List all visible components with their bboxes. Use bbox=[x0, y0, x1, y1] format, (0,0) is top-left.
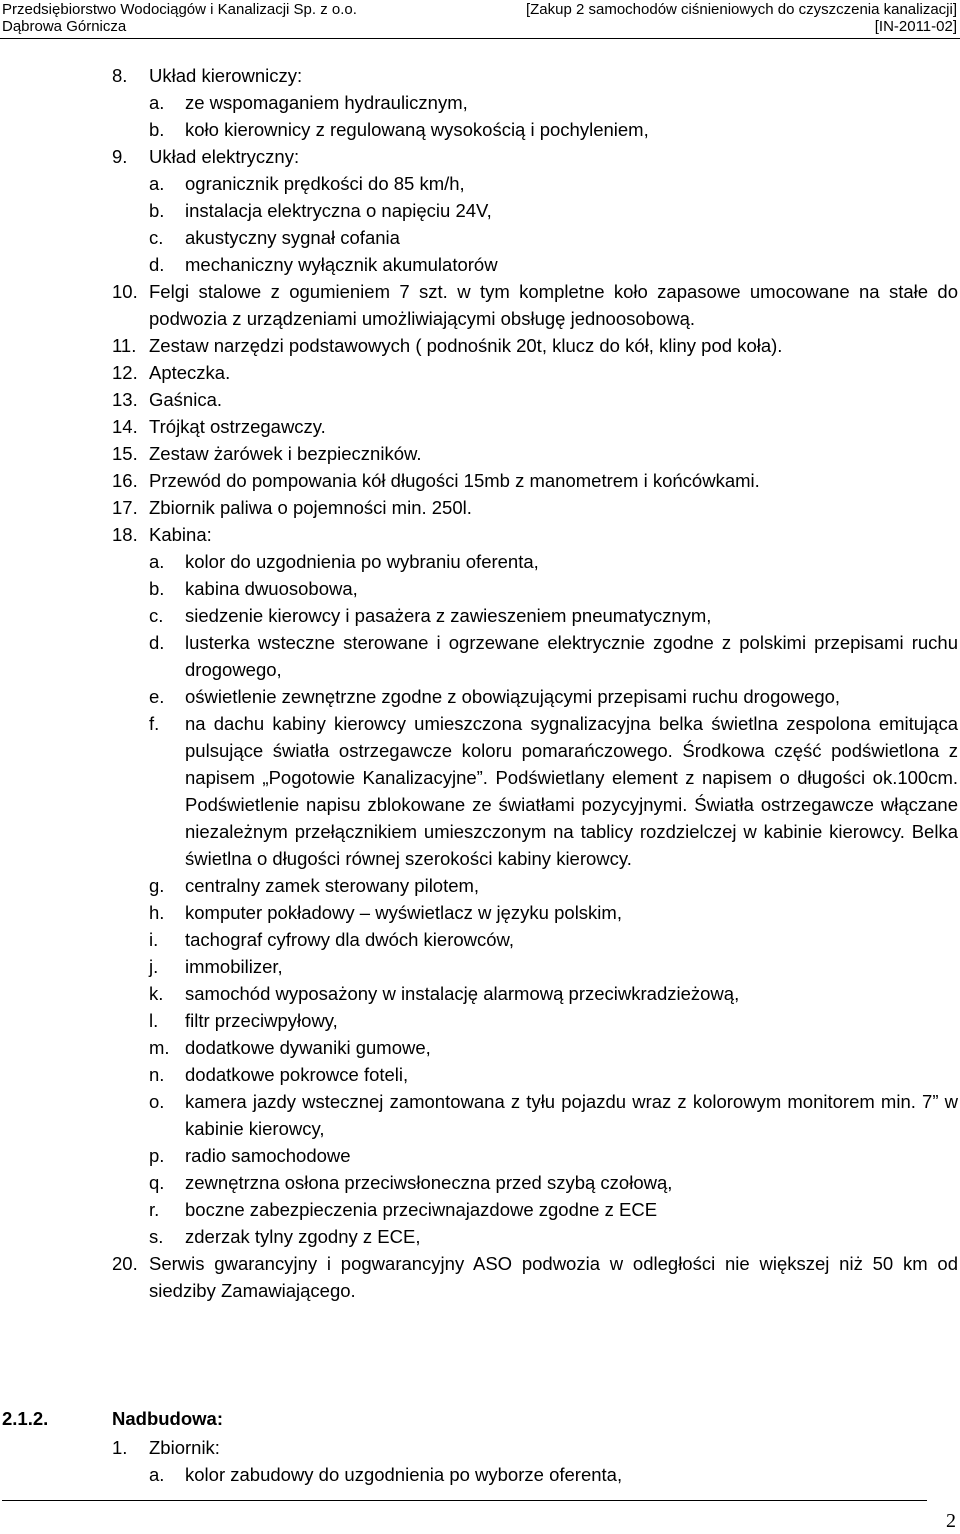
item-text: Zbiornik paliwa o pojemności min. 250l. bbox=[149, 497, 472, 518]
item-text: na dachu kabiny kierowcy umieszczona sygnalizacyjna belka świetlna zespolona emitująca pulsujące światła ostrzegawcze koloru pomarańczowego. Środkowa część podświetlona z napisem „Pogotowie Kanalizacyjne”. Podświetlany element z napisem o długości ok.100cm. Podświetlenie napisu zblokowane ze światłami pozycyjnymi. Światła ostrzegawcze włączane niezależnym przełącznikiem umieszczonym na tablicy rozdzielczej w kabinie kierowcy. Belka świetlna o długości równej szerokości kabiny kierowcy. bbox=[185, 713, 958, 869]
item-number: 10. bbox=[112, 281, 138, 302]
item-text: Gaśnica. bbox=[149, 389, 223, 410]
item-number: p. bbox=[149, 1145, 165, 1166]
list-item bbox=[0, 413, 960, 440]
item-number: h. bbox=[149, 902, 165, 923]
item-text: dodatkowe dywaniki gumowe, bbox=[185, 1037, 431, 1058]
list-item bbox=[0, 494, 960, 521]
item-number: 18. bbox=[112, 524, 138, 545]
item-text: centralny zamek sterowany pilotem, bbox=[185, 875, 480, 896]
item-text: Zbiornik: bbox=[149, 1437, 220, 1458]
item-number: b. bbox=[149, 578, 165, 599]
item-number: o. bbox=[149, 1091, 165, 1112]
item-text: Kabina: bbox=[149, 524, 212, 545]
item-number: 9. bbox=[112, 146, 128, 167]
list-item bbox=[0, 386, 960, 413]
item-number: a. bbox=[149, 92, 165, 113]
item-text: Serwis gwarancyjny i pogwarancyjny ASO podwozia w odległości nie większej niż 50 km od siedziby Zamawiającego. bbox=[149, 1253, 958, 1301]
item-number: i. bbox=[149, 929, 159, 950]
sub-list-item bbox=[0, 1461, 960, 1488]
item-number: 8. bbox=[112, 65, 128, 86]
list-item bbox=[0, 1250, 960, 1304]
item-number: r. bbox=[149, 1199, 160, 1220]
specification-list bbox=[0, 62, 960, 1304]
item-text: Układ kierowniczy: bbox=[149, 65, 303, 86]
sub-list-item bbox=[0, 710, 960, 872]
item-text: siedzenie kierowcy i pasażera z zawieszeniem pneumatycznym, bbox=[185, 605, 712, 626]
list-item bbox=[0, 332, 960, 359]
item-text: Trójkąt ostrzegawczy. bbox=[149, 416, 326, 437]
item-text: akustyczny sygnał cofania bbox=[185, 227, 400, 248]
item-number: 13. bbox=[112, 389, 138, 410]
item-number: e. bbox=[149, 686, 165, 707]
sub-list-item bbox=[0, 1088, 960, 1142]
item-number: c. bbox=[149, 227, 164, 248]
sub-list-item bbox=[0, 575, 960, 602]
document-title: [Zakup 2 samochodów ciśnieniowych do czyszczenia kanalizacji] bbox=[525, 1, 957, 18]
sub-list-item bbox=[0, 548, 960, 575]
sub-list-item bbox=[0, 1223, 960, 1250]
item-number: f. bbox=[149, 713, 160, 734]
section-number: 2.1.2. bbox=[2, 1408, 49, 1429]
item-text: kamera jazdy wstecznej zamontowana z tyłu pojazdu wraz z kolorowym monitorem min. 7” w kabinie kierowcy, bbox=[185, 1091, 958, 1139]
sub-list-item bbox=[0, 1061, 960, 1088]
item-number: l. bbox=[149, 1010, 159, 1031]
sub-list-item bbox=[0, 224, 960, 251]
item-text: Zestaw narzędzi podstawowych ( podnośnik 20t, klucz do kół, kliny pod koła). bbox=[149, 335, 783, 356]
list-item bbox=[0, 521, 960, 548]
item-text: Felgi stalowe z ogumieniem 7 szt. w tym kompletne koło zapasowe umocowane na stałe do podwozia z urządzeniami umożliwiającymi obsługę jednoosobową. bbox=[149, 281, 958, 329]
document-code: [IN-2011-02] bbox=[874, 18, 957, 35]
item-number: 12. bbox=[112, 362, 138, 383]
item-number: a. bbox=[149, 1464, 165, 1485]
item-number: d. bbox=[149, 254, 165, 275]
sub-list-item bbox=[0, 872, 960, 899]
item-text: radio samochodowe bbox=[185, 1145, 351, 1166]
item-number: b. bbox=[149, 119, 165, 140]
item-text: tachograf cyfrowy dla dwóch kierowców, bbox=[185, 929, 515, 950]
item-number: q. bbox=[149, 1172, 165, 1193]
item-text: ogranicznik prędkości do 85 km/h, bbox=[185, 173, 465, 194]
item-text: kabina dwuosobowa, bbox=[185, 578, 358, 599]
section-title: Nadbudowa: bbox=[112, 1408, 223, 1429]
item-text: oświetlenie zewnętrzne zgodne z obowiązującymi przepisami ruchu drogowego, bbox=[185, 686, 841, 707]
list-item bbox=[0, 359, 960, 386]
item-text: kolor do uzgodnienia po wybraniu oferenta, bbox=[185, 551, 539, 572]
list-item bbox=[0, 467, 960, 494]
sub-list-item bbox=[0, 953, 960, 980]
sub-list-item bbox=[0, 980, 960, 1007]
item-number: 11. bbox=[112, 335, 137, 356]
sub-list-item bbox=[0, 683, 960, 710]
item-text: zewnętrzna osłona przeciwsłoneczna przed szybą czołową, bbox=[185, 1172, 673, 1193]
item-text: kolor zabudowy do uzgodnienia po wyborze oferenta, bbox=[185, 1464, 623, 1485]
item-text: samochód wyposażony w instalację alarmową przeciwkradzieżową, bbox=[185, 983, 740, 1004]
list-item bbox=[0, 440, 960, 467]
sub-list-item bbox=[0, 116, 960, 143]
item-text: koło kierownicy z regulowaną wysokością i pochyleniem, bbox=[185, 119, 649, 140]
item-number: s. bbox=[149, 1226, 164, 1247]
sub-list-item bbox=[0, 197, 960, 224]
item-number: 15. bbox=[112, 443, 138, 464]
sub-list-item bbox=[0, 629, 960, 683]
item-number: n. bbox=[149, 1064, 165, 1085]
sub-list-item bbox=[0, 89, 960, 116]
sub-list-item bbox=[0, 251, 960, 278]
item-number: a. bbox=[149, 173, 165, 194]
item-text: Przewód do pompowania kół długości 15mb z manometrem i końcówkami. bbox=[149, 470, 760, 491]
item-number: d. bbox=[149, 632, 165, 653]
item-number: c. bbox=[149, 605, 164, 626]
section-item-list bbox=[0, 1434, 960, 1488]
item-text: komputer pokładowy – wyświetlacz w języku polskim, bbox=[185, 902, 622, 923]
sub-list-item bbox=[0, 170, 960, 197]
item-text: instalacja elektryczna o napięciu 24V, bbox=[185, 200, 492, 221]
item-number: 17. bbox=[112, 497, 138, 518]
sub-list-item bbox=[0, 1034, 960, 1061]
list-item bbox=[0, 278, 960, 332]
item-text: dodatkowe pokrowce foteli, bbox=[185, 1064, 409, 1085]
sub-list-item bbox=[0, 1142, 960, 1169]
item-text: boczne zabezpieczenia przeciwnajazdowe zgodne z ECE bbox=[185, 1199, 658, 1220]
item-text: Układ elektryczny: bbox=[149, 146, 300, 167]
item-text: Zestaw żarówek i bezpieczników. bbox=[149, 443, 422, 464]
item-number: a. bbox=[149, 551, 165, 572]
company-name: Przedsiębiorstwo Wodociągów i Kanalizacji Sp. z o.o. bbox=[2, 1, 357, 18]
footer-divider bbox=[2, 1500, 927, 1501]
item-text: mechaniczny wyłącznik akumulatorów bbox=[185, 254, 498, 275]
company-city: Dąbrowa Górnicza bbox=[2, 18, 127, 35]
list-item bbox=[0, 143, 960, 170]
item-number: 1. bbox=[112, 1437, 128, 1458]
list-item bbox=[0, 1434, 960, 1461]
sub-list-item bbox=[0, 899, 960, 926]
sub-list-item bbox=[0, 1007, 960, 1034]
item-number: k. bbox=[149, 983, 164, 1004]
sub-list-item bbox=[0, 602, 960, 629]
item-text: filtr przeciwpyłowy, bbox=[185, 1010, 338, 1031]
header-divider bbox=[0, 38, 960, 39]
page-number: 2 bbox=[946, 1510, 956, 1532]
item-text: lusterka wsteczne sterowane i ogrzewane elektrycznie zgodne z polskimi przepisami ruchu drogowego, bbox=[185, 632, 958, 680]
item-number: 20. bbox=[112, 1253, 138, 1274]
item-number: j. bbox=[149, 956, 159, 977]
item-text: immobilizer, bbox=[185, 956, 283, 977]
sub-list-item bbox=[0, 926, 960, 953]
item-number: 16. bbox=[112, 470, 138, 491]
page-header bbox=[0, 0, 960, 40]
item-number: b. bbox=[149, 200, 165, 221]
item-number: m. bbox=[149, 1037, 170, 1058]
item-text: Apteczka. bbox=[149, 362, 231, 383]
item-text: zderzak tylny zgodny z ECE, bbox=[185, 1226, 421, 1247]
item-text: ze wspomaganiem hydraulicznym, bbox=[185, 92, 468, 113]
list-item bbox=[0, 62, 960, 89]
item-number: g. bbox=[149, 875, 165, 896]
item-number: 14. bbox=[112, 416, 138, 437]
sub-list-item bbox=[0, 1169, 960, 1196]
sub-list-item bbox=[0, 1196, 960, 1223]
